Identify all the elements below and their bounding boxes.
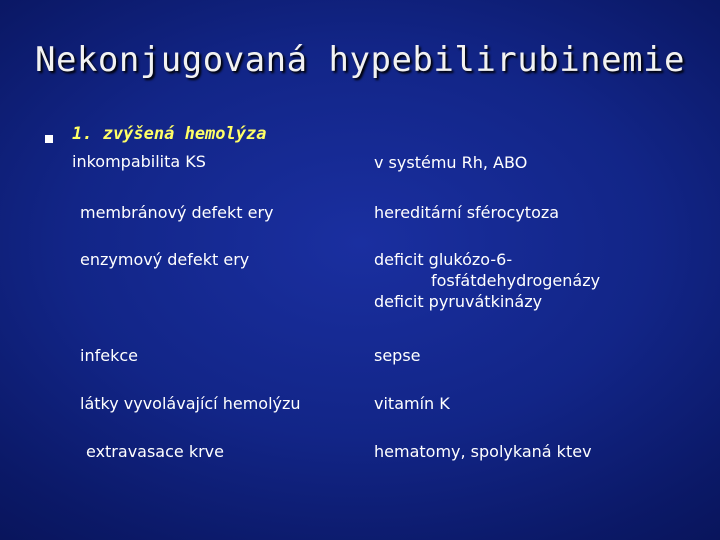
row-right-3-line-1: deficit glukózo-6-: [374, 250, 513, 269]
row-right-2: hereditární sférocytoza: [374, 203, 560, 222]
row-left-1: inkompabilita KS: [72, 152, 206, 171]
row-right-3-line-3: deficit pyruvátkinázy: [374, 292, 543, 311]
slide-title: Nekonjugovaná hypebilirubinemie: [34, 40, 686, 80]
row-left-4: infekce: [80, 346, 138, 365]
row-right-3: [374, 249, 600, 312]
bullet-heading: 1. zvýšená hemolýza: [72, 124, 267, 144]
row-right-3-line-2: fosfátdehydrogenázy: [431, 271, 601, 290]
row-right-4: sepse: [374, 346, 421, 365]
row-right-6: hematomy, spolykaná ktev: [374, 442, 592, 461]
row-left-2: membránový defekt ery: [80, 203, 274, 222]
row-right-1: v systému Rh, ABO: [374, 153, 528, 172]
row-left-5: látky vyvolávající hemolýzu: [80, 394, 301, 413]
row-left-6: extravasace krve: [86, 442, 224, 461]
row-left-3: enzymový defekt ery: [80, 250, 250, 269]
bullet-square-icon: [45, 135, 53, 143]
row-right-5: vitamín K: [374, 394, 450, 413]
